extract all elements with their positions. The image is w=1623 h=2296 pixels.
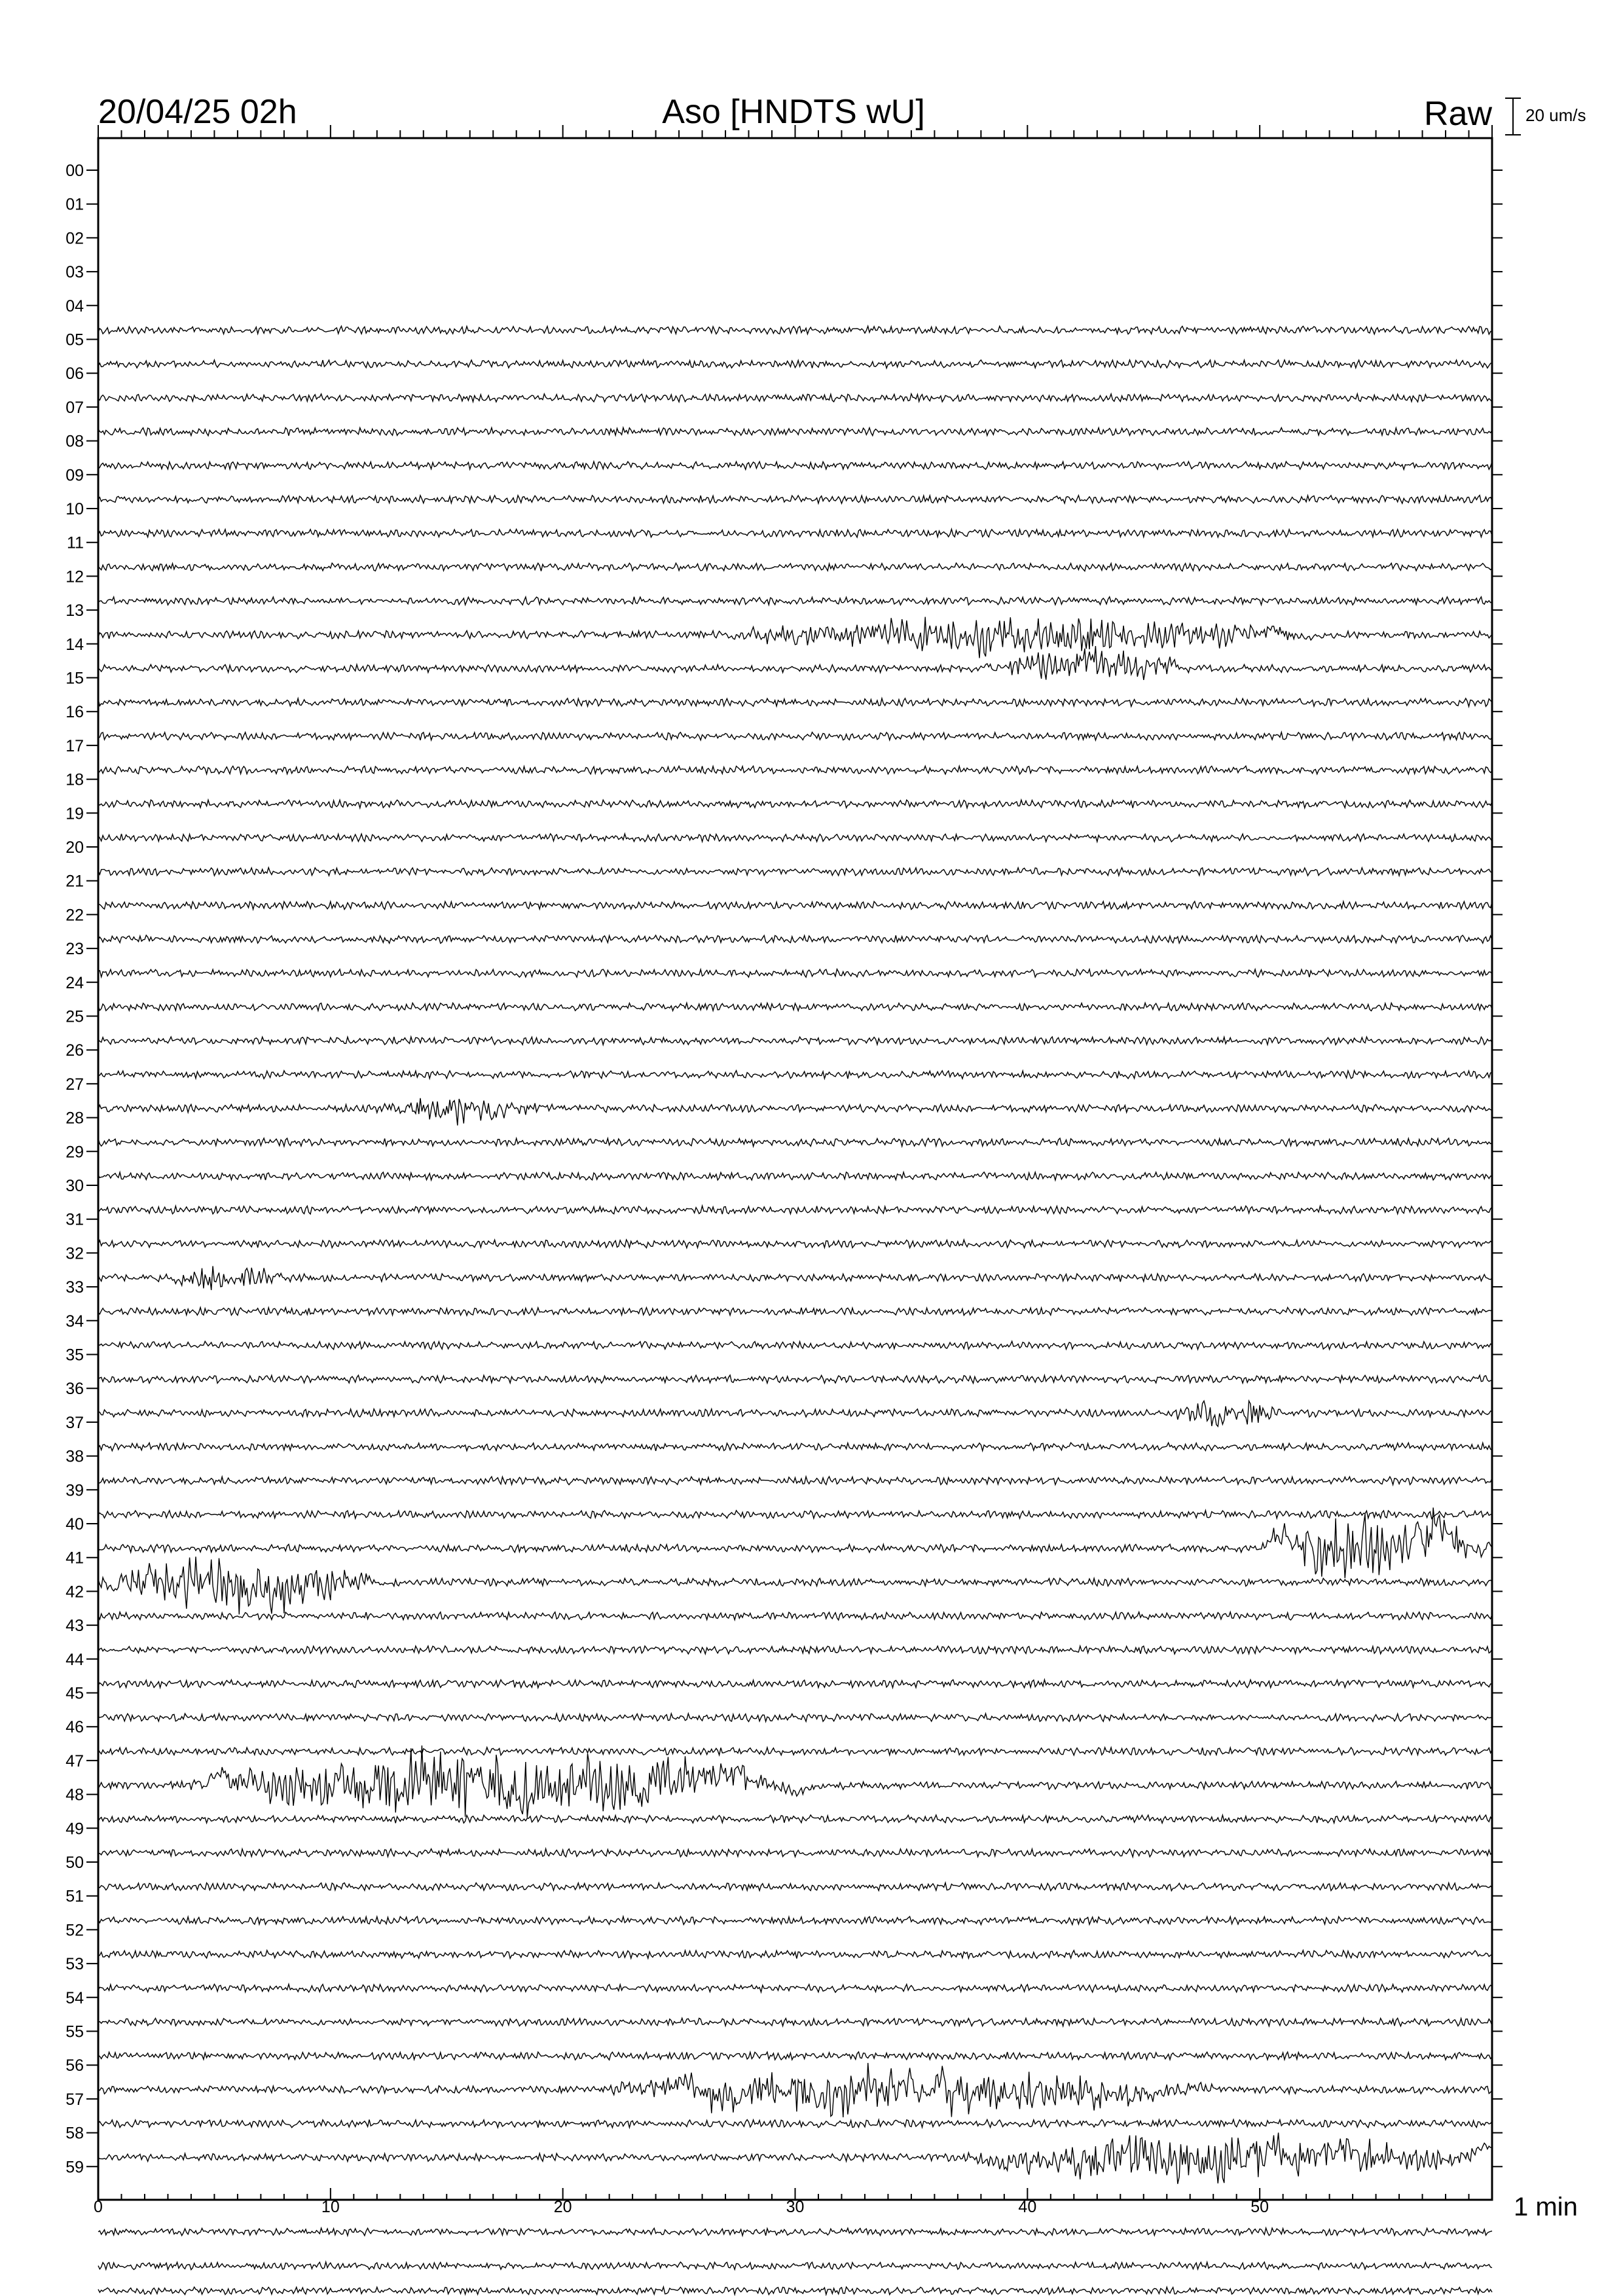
- trace-row-46: [98, 1713, 1492, 1721]
- row-label-01: 01: [65, 195, 84, 214]
- row-label-04: 04: [65, 296, 84, 315]
- trace-row-06: [98, 360, 1492, 368]
- trace-row-13: [98, 597, 1492, 605]
- row-label-43: 43: [65, 1617, 84, 1636]
- row-label-55: 55: [65, 2022, 84, 2041]
- row-label-24: 24: [65, 973, 84, 992]
- trace-row-15: [98, 646, 1492, 680]
- trace-row-42: [98, 1556, 1492, 1614]
- row-label-39: 39: [65, 1481, 84, 1500]
- row-label-44: 44: [65, 1650, 84, 1669]
- trace-row-32: [98, 1240, 1492, 1248]
- trace-row-58: [98, 2120, 1492, 2128]
- row-label-42: 42: [65, 1583, 84, 1602]
- row-label-54: 54: [65, 1988, 84, 2007]
- row-label-50: 50: [65, 1854, 84, 1872]
- row-label-59: 59: [65, 2158, 84, 2177]
- trace-row-19: [98, 800, 1492, 808]
- trace-row-18: [98, 766, 1492, 774]
- trace-row-35: [98, 1341, 1492, 1349]
- overflow-trace-3: [98, 2287, 1492, 2295]
- row-label-08: 08: [65, 432, 84, 451]
- row-label-18: 18: [65, 770, 84, 789]
- trace-row-21: [98, 868, 1492, 876]
- station-title: Aso [HNDTS wU]: [662, 93, 925, 131]
- row-label-47: 47: [65, 1751, 84, 1770]
- row-label-53: 53: [65, 1955, 84, 1974]
- row-label-30: 30: [65, 1177, 84, 1195]
- trace-row-37: [98, 1401, 1492, 1426]
- trace-row-49: [98, 1815, 1492, 1823]
- row-label-10: 10: [65, 500, 84, 518]
- x-tick-label-10: 10: [321, 2198, 340, 2216]
- trace-row-48: [98, 1746, 1492, 1818]
- trace-row-11: [98, 529, 1492, 537]
- trace-row-59: [98, 2132, 1492, 2183]
- datetime-label: 20/04/25 02h: [98, 93, 297, 131]
- top-minute-ticks: [98, 125, 1492, 138]
- row-labels: [65, 162, 84, 2176]
- trace-row-33: [98, 1266, 1492, 1290]
- trace-row-39: [98, 1477, 1492, 1485]
- x-tick-label-20: 20: [553, 2198, 572, 2216]
- row-label-19: 19: [65, 804, 84, 823]
- overflow-trace-1: [98, 2228, 1492, 2236]
- trace-row-50: [98, 1849, 1492, 1857]
- trace-row-57: [98, 2063, 1492, 2117]
- trace-row-22: [98, 901, 1492, 909]
- trace-row-14: [98, 617, 1492, 658]
- overflow-trace-2: [98, 2262, 1492, 2270]
- row-label-40: 40: [65, 1515, 84, 1534]
- row-label-12: 12: [65, 567, 84, 586]
- row-label-58: 58: [65, 2124, 84, 2143]
- row-label-16: 16: [65, 703, 84, 722]
- row-label-29: 29: [65, 1143, 84, 1162]
- x-unit-label: 1 min: [1514, 2193, 1578, 2221]
- row-label-46: 46: [65, 1718, 84, 1737]
- row-label-03: 03: [65, 263, 84, 282]
- row-label-51: 51: [65, 1887, 84, 1906]
- trace-row-24: [98, 969, 1492, 977]
- row-label-20: 20: [65, 838, 84, 857]
- trace-row-44: [98, 1646, 1492, 1654]
- plot-frame: [98, 138, 1492, 2200]
- trace-row-43: [98, 1612, 1492, 1620]
- row-label-56: 56: [65, 2056, 84, 2075]
- row-label-49: 49: [65, 1820, 84, 1839]
- row-label-06: 06: [65, 365, 84, 384]
- trace-row-55: [98, 2018, 1492, 2026]
- row-label-52: 52: [65, 1921, 84, 1940]
- trace-row-26: [98, 1037, 1492, 1045]
- x-tick-label-0: 0: [94, 2198, 103, 2216]
- trace-row-45: [98, 1679, 1492, 1687]
- trace-row-27: [98, 1071, 1492, 1079]
- row-label-32: 32: [65, 1244, 84, 1263]
- trace-row-47: [98, 1748, 1492, 1755]
- row-label-31: 31: [65, 1210, 84, 1229]
- trace-row-05: [98, 326, 1492, 334]
- trace-row-07: [98, 394, 1492, 402]
- trace-row-09: [98, 461, 1492, 469]
- row-label-21: 21: [65, 872, 84, 891]
- row-label-27: 27: [65, 1075, 84, 1094]
- scale-label: 20 um/s: [1525, 105, 1586, 125]
- row-label-38: 38: [65, 1447, 84, 1466]
- row-label-23: 23: [65, 940, 84, 959]
- trace-row-40: [98, 1511, 1492, 1518]
- row-label-13: 13: [65, 601, 84, 620]
- row-label-07: 07: [65, 398, 84, 417]
- trace-row-51: [98, 1883, 1492, 1891]
- trace-row-52: [98, 1916, 1492, 1925]
- trace-row-16: [98, 698, 1492, 707]
- row-label-37: 37: [65, 1413, 84, 1432]
- trace-row-41: [98, 1507, 1492, 1578]
- overflow-traces: [98, 2228, 1492, 2295]
- row-label-11: 11: [67, 533, 84, 552]
- trace-row-53: [98, 1950, 1492, 1959]
- x-tick-label-30: 30: [786, 2198, 805, 2216]
- trace-row-08: [98, 427, 1492, 435]
- row-label-25: 25: [65, 1007, 84, 1026]
- trace-row-36: [98, 1375, 1492, 1383]
- row-label-28: 28: [65, 1109, 84, 1128]
- row-label-22: 22: [65, 906, 84, 925]
- row-label-57: 57: [65, 2090, 84, 2109]
- trace-row-29: [98, 1138, 1492, 1147]
- row-label-33: 33: [65, 1278, 84, 1297]
- mode-label: Raw: [1423, 95, 1492, 133]
- trace-row-38: [98, 1443, 1492, 1451]
- scale-bar: [1505, 98, 1521, 135]
- row-label-48: 48: [65, 1785, 84, 1804]
- row-label-36: 36: [65, 1380, 84, 1399]
- trace-row-28: [98, 1098, 1492, 1126]
- trace-row-12: [98, 563, 1492, 571]
- row-label-26: 26: [65, 1041, 84, 1060]
- row-label-14: 14: [65, 635, 84, 654]
- trace-row-23: [98, 935, 1492, 943]
- row-label-05: 05: [65, 331, 84, 350]
- seismic-traces: [98, 326, 1492, 2183]
- row-label-45: 45: [65, 1684, 84, 1703]
- x-tick-label-50: 50: [1250, 2198, 1269, 2216]
- x-tick-label-40: 40: [1018, 2198, 1037, 2216]
- trace-row-30: [98, 1172, 1492, 1180]
- trace-row-31: [98, 1206, 1492, 1214]
- row-label-02: 02: [65, 229, 84, 248]
- trace-row-34: [98, 1308, 1492, 1316]
- trace-row-17: [98, 732, 1492, 740]
- row-label-34: 34: [65, 1312, 84, 1331]
- x-axis: [94, 2188, 1492, 2216]
- row-label-41: 41: [65, 1549, 84, 1568]
- trace-row-56: [98, 2052, 1492, 2060]
- trace-row-25: [98, 1003, 1492, 1011]
- side-row-ticks: [86, 170, 1503, 2166]
- trace-row-20: [98, 834, 1492, 842]
- row-label-15: 15: [65, 669, 84, 688]
- row-label-09: 09: [65, 466, 84, 485]
- trace-row-54: [98, 1984, 1492, 1993]
- row-label-35: 35: [65, 1346, 84, 1365]
- row-label-00: 00: [65, 162, 84, 180]
- row-label-17: 17: [65, 736, 84, 755]
- trace-row-10: [98, 495, 1492, 504]
